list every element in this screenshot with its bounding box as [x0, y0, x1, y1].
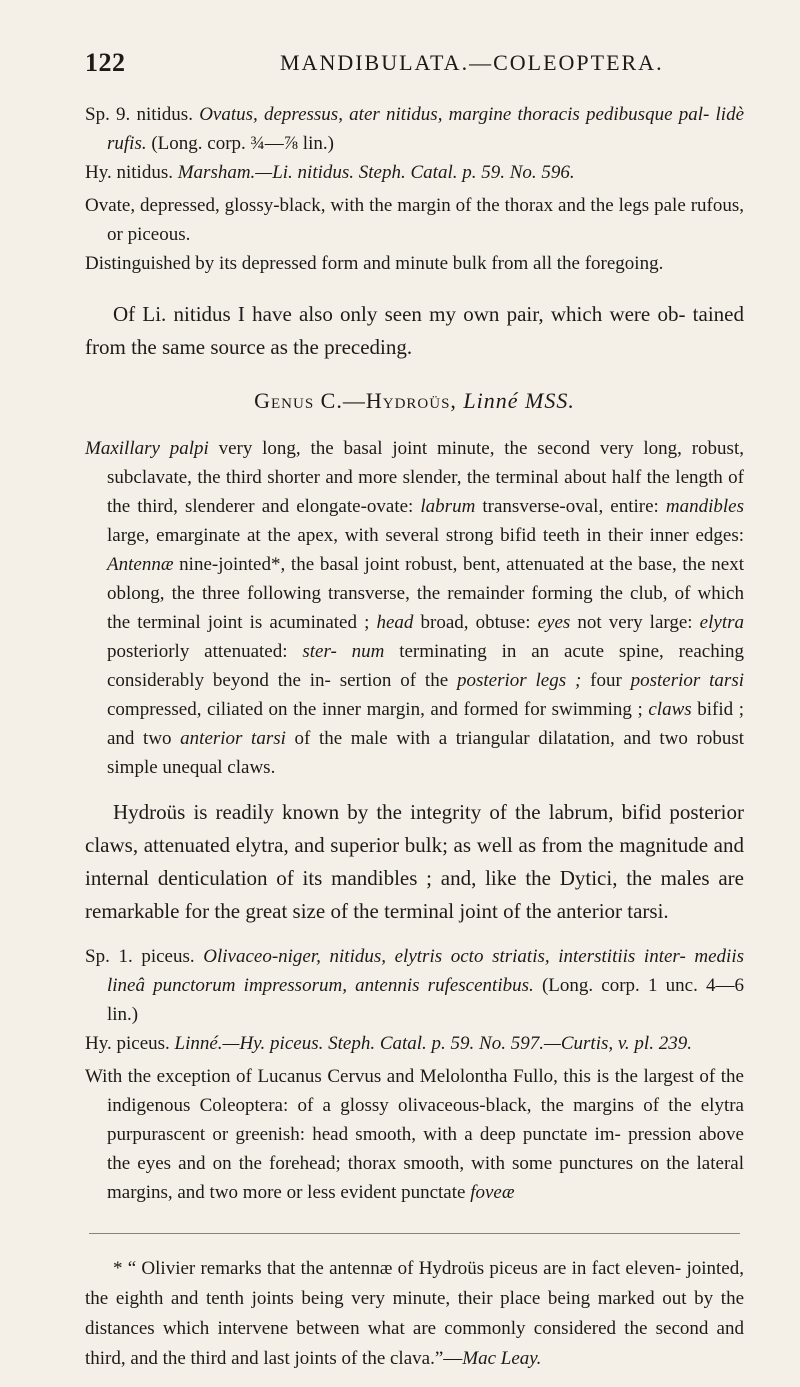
term-posterior-tarsi: posterior tarsi: [630, 670, 744, 691]
species-1-syn-catalogue: Steph. Catal. p. 59. No. 597.—Curtis, v. pl. 239.: [328, 1033, 692, 1054]
species-9-diagnosis: [85, 100, 744, 158]
species-9-remark: Of Li. nitidus I have also only seen my own pair, which were ob- tained from the same source as the preceding.: [85, 302, 744, 359]
genus-characters: [85, 434, 744, 782]
species-1-description-text: With the exception of Lucanus Cervus and Melolontha Fullo, this is the largest of the indigenous Coleoptera: of a glossy olivaceous-black, the margins of the elytra purpurascent or greenish: head smooth, with a deep punctate im- pression above the eyes and on the forehead; thorax smooth, with some punctures on the lateral margins, and two more or less evident punctate: [85, 1066, 744, 1203]
term-eyes: eyes: [537, 612, 571, 633]
genus-text-6: not very large:: [570, 612, 700, 633]
species-1-syn-authority: Linné.—Hy. piceus.: [174, 1033, 324, 1054]
species-1-description: [85, 1062, 744, 1207]
genus-authority: Linné MSS.: [463, 388, 575, 413]
species-1-latin: Olivaceo-niger, nitidus, elytris octo striatis, interstitiis inter- mediis lineâ punctorum impressorum, antennis rufescentibus.: [107, 946, 744, 996]
genus-text-3: large, emarginate at the apex, with several strong bifid teeth in their inner edges:: [107, 525, 744, 546]
term-posterior-legs: posterior legs ;: [456, 670, 582, 691]
footnote: [85, 1254, 744, 1374]
term-head: head: [376, 612, 414, 633]
genus-text-4: nine-jointed*, the basal joint robust, bent, attenuated at the base, the next oblong, the three following transverse, the remainder forming the club, of which the terminal joint is acuminated ;: [107, 554, 744, 633]
genus-text-11: bifid ; and two: [107, 699, 744, 749]
term-foveae: foveæ: [470, 1182, 515, 1203]
footnote-rule: [89, 1233, 740, 1234]
species-9-description: Ovate, depressed, glossy-black, with the margin of the thorax and the legs pale rufous, or piceous.: [85, 195, 744, 245]
species-9-syn-catalogue: Steph. Catal. p. 59. No. 596.: [358, 162, 575, 183]
term-elytra: elytra: [699, 612, 744, 633]
species-9-label: Sp. 9. nitidus.: [85, 104, 193, 125]
species-1-diagnosis: [85, 942, 744, 1029]
page-number: 122: [85, 48, 126, 77]
term-antennae: Antennæ: [107, 554, 174, 575]
genus-text-9: four: [581, 670, 631, 691]
species-1-measure: (Long. corp. 1 unc. 4—6 lin.): [107, 975, 745, 1025]
species-9-syn-name: Hy. nitidus.: [85, 162, 173, 183]
species-1-synonymy: [85, 1029, 744, 1058]
species-9-syn-authority: Marsham.—Li. nitidus.: [177, 162, 355, 183]
genus-text-2: transverse-oval, entire:: [475, 496, 666, 517]
genus-text-8: terminating in an acute spine, reaching considerably beyond the in- sertion of the: [107, 641, 745, 691]
genus-remark: Hydroüs is readily known by the integrity of the labrum, bifid posterior claws, attenuated elytra, and superior bulk; as well as from the magnitude and internal denticulation of its mandibles ; and, like the Dytici, the males are remarkable for the great size of the terminal joint of the anterior tarsi.: [85, 800, 744, 923]
species-1-syn-name: Hy. piceus.: [85, 1033, 170, 1054]
footnote-text: * “ Olivier remarks that the antennæ of Hydroüs piceus are in fact eleven- jointed, the eighth and tenth joints being very minute, their place being marked out by the distances which intervene between what are commonly considered the second and third, and the third and last joints of the clava.”—: [85, 1258, 744, 1369]
term-sternum: ster- num: [302, 641, 385, 662]
genus-text-10: compressed, ciliated on the inner margin, and formed for swimming ;: [107, 699, 649, 720]
species-9-synonymy: [85, 158, 744, 187]
term-anterior-tarsi: anterior tarsi: [180, 728, 286, 749]
term-mandibles: mandibles: [665, 496, 744, 517]
term-labrum: labrum: [420, 496, 476, 517]
running-head: [85, 44, 744, 80]
term-claws: claws: [648, 699, 692, 720]
species-9-latin: Ovatus, depressus, ater nitidus, margine thoracis pedibusque pal- lidè rufis.: [107, 104, 745, 154]
genus-label: Genus C.—Hydroüs,: [254, 388, 457, 413]
genus-text-12: of the male with a triangular dilatation, and two robust simple unequal claws.: [107, 728, 745, 778]
genus-text-5: broad, obtuse:: [413, 612, 538, 633]
running-title: MANDIBULATA.—COLEOPTERA.: [280, 50, 664, 75]
species-9-distinction: Distinguished by its depressed form and minute bulk from all the foregoing.: [85, 253, 664, 274]
genus-text-7: posteriorly attenuated:: [107, 641, 303, 662]
genus-heading: [85, 388, 744, 414]
species-1-label: Sp. 1. piceus.: [85, 946, 195, 967]
footnote-attribution: Mac Leay.: [462, 1348, 542, 1369]
genus-text-1: very long, the basal joint minute, the second very long, robust, subclavate, the third shorter and more slender, the terminal about half the length of the third, slenderer and elongate-ovate:: [107, 438, 744, 517]
species-9-measure: (Long. corp. ¾—⅞ lin.): [151, 133, 334, 154]
term-maxillary-palpi: Maxillary palpi: [85, 438, 209, 459]
